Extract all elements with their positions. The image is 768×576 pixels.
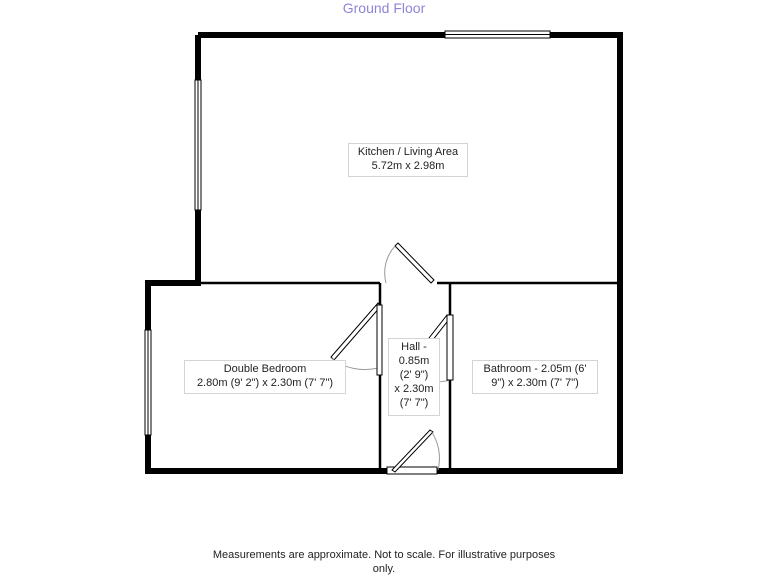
bathroom-line-2: 9") x 2.30m (7' 7"): [491, 377, 579, 389]
kitchen-name: Kitchen / Living Area: [357, 146, 459, 158]
outer-wall: [148, 35, 620, 471]
door-bedroom: [331, 303, 381, 360]
disclaimer: [0, 548, 768, 576]
door-kitchen-swing: [385, 246, 395, 283]
hall-line-1: Hall -: [401, 341, 427, 353]
disclaimer-line-2: only.: [372, 563, 396, 575]
floor-title: Ground Floor: [342, 0, 426, 16]
bathroom-line-1: Bathroom - 2.05m (6': [483, 363, 587, 375]
bedroom-label: [184, 360, 346, 394]
hall-line-2: 0.85m: [398, 355, 430, 367]
walls: [148, 35, 620, 471]
bathroom-label: [472, 360, 598, 394]
kitchen-size: 5.72m x 2.98m: [371, 160, 445, 172]
door-hall-front-swing: [431, 431, 439, 470]
disclaimer-line-1: Measurements are approximate. Not to scale. For illustrative purposes: [212, 549, 556, 561]
door-kitchen: [395, 243, 434, 283]
hall-line-4: x 2.30m: [394, 383, 434, 395]
door-hall-front: [392, 430, 433, 472]
hall-label: [388, 338, 440, 416]
hall-line-3: (2' 9"): [399, 369, 429, 381]
bedroom-size: 2.80m (9' 2") x 2.30m (7' 7"): [196, 377, 334, 389]
kitchen-label: [348, 143, 468, 177]
bedroom-name: Double Bedroom: [223, 363, 307, 375]
hall-line-5: (7' 7"): [399, 397, 429, 409]
